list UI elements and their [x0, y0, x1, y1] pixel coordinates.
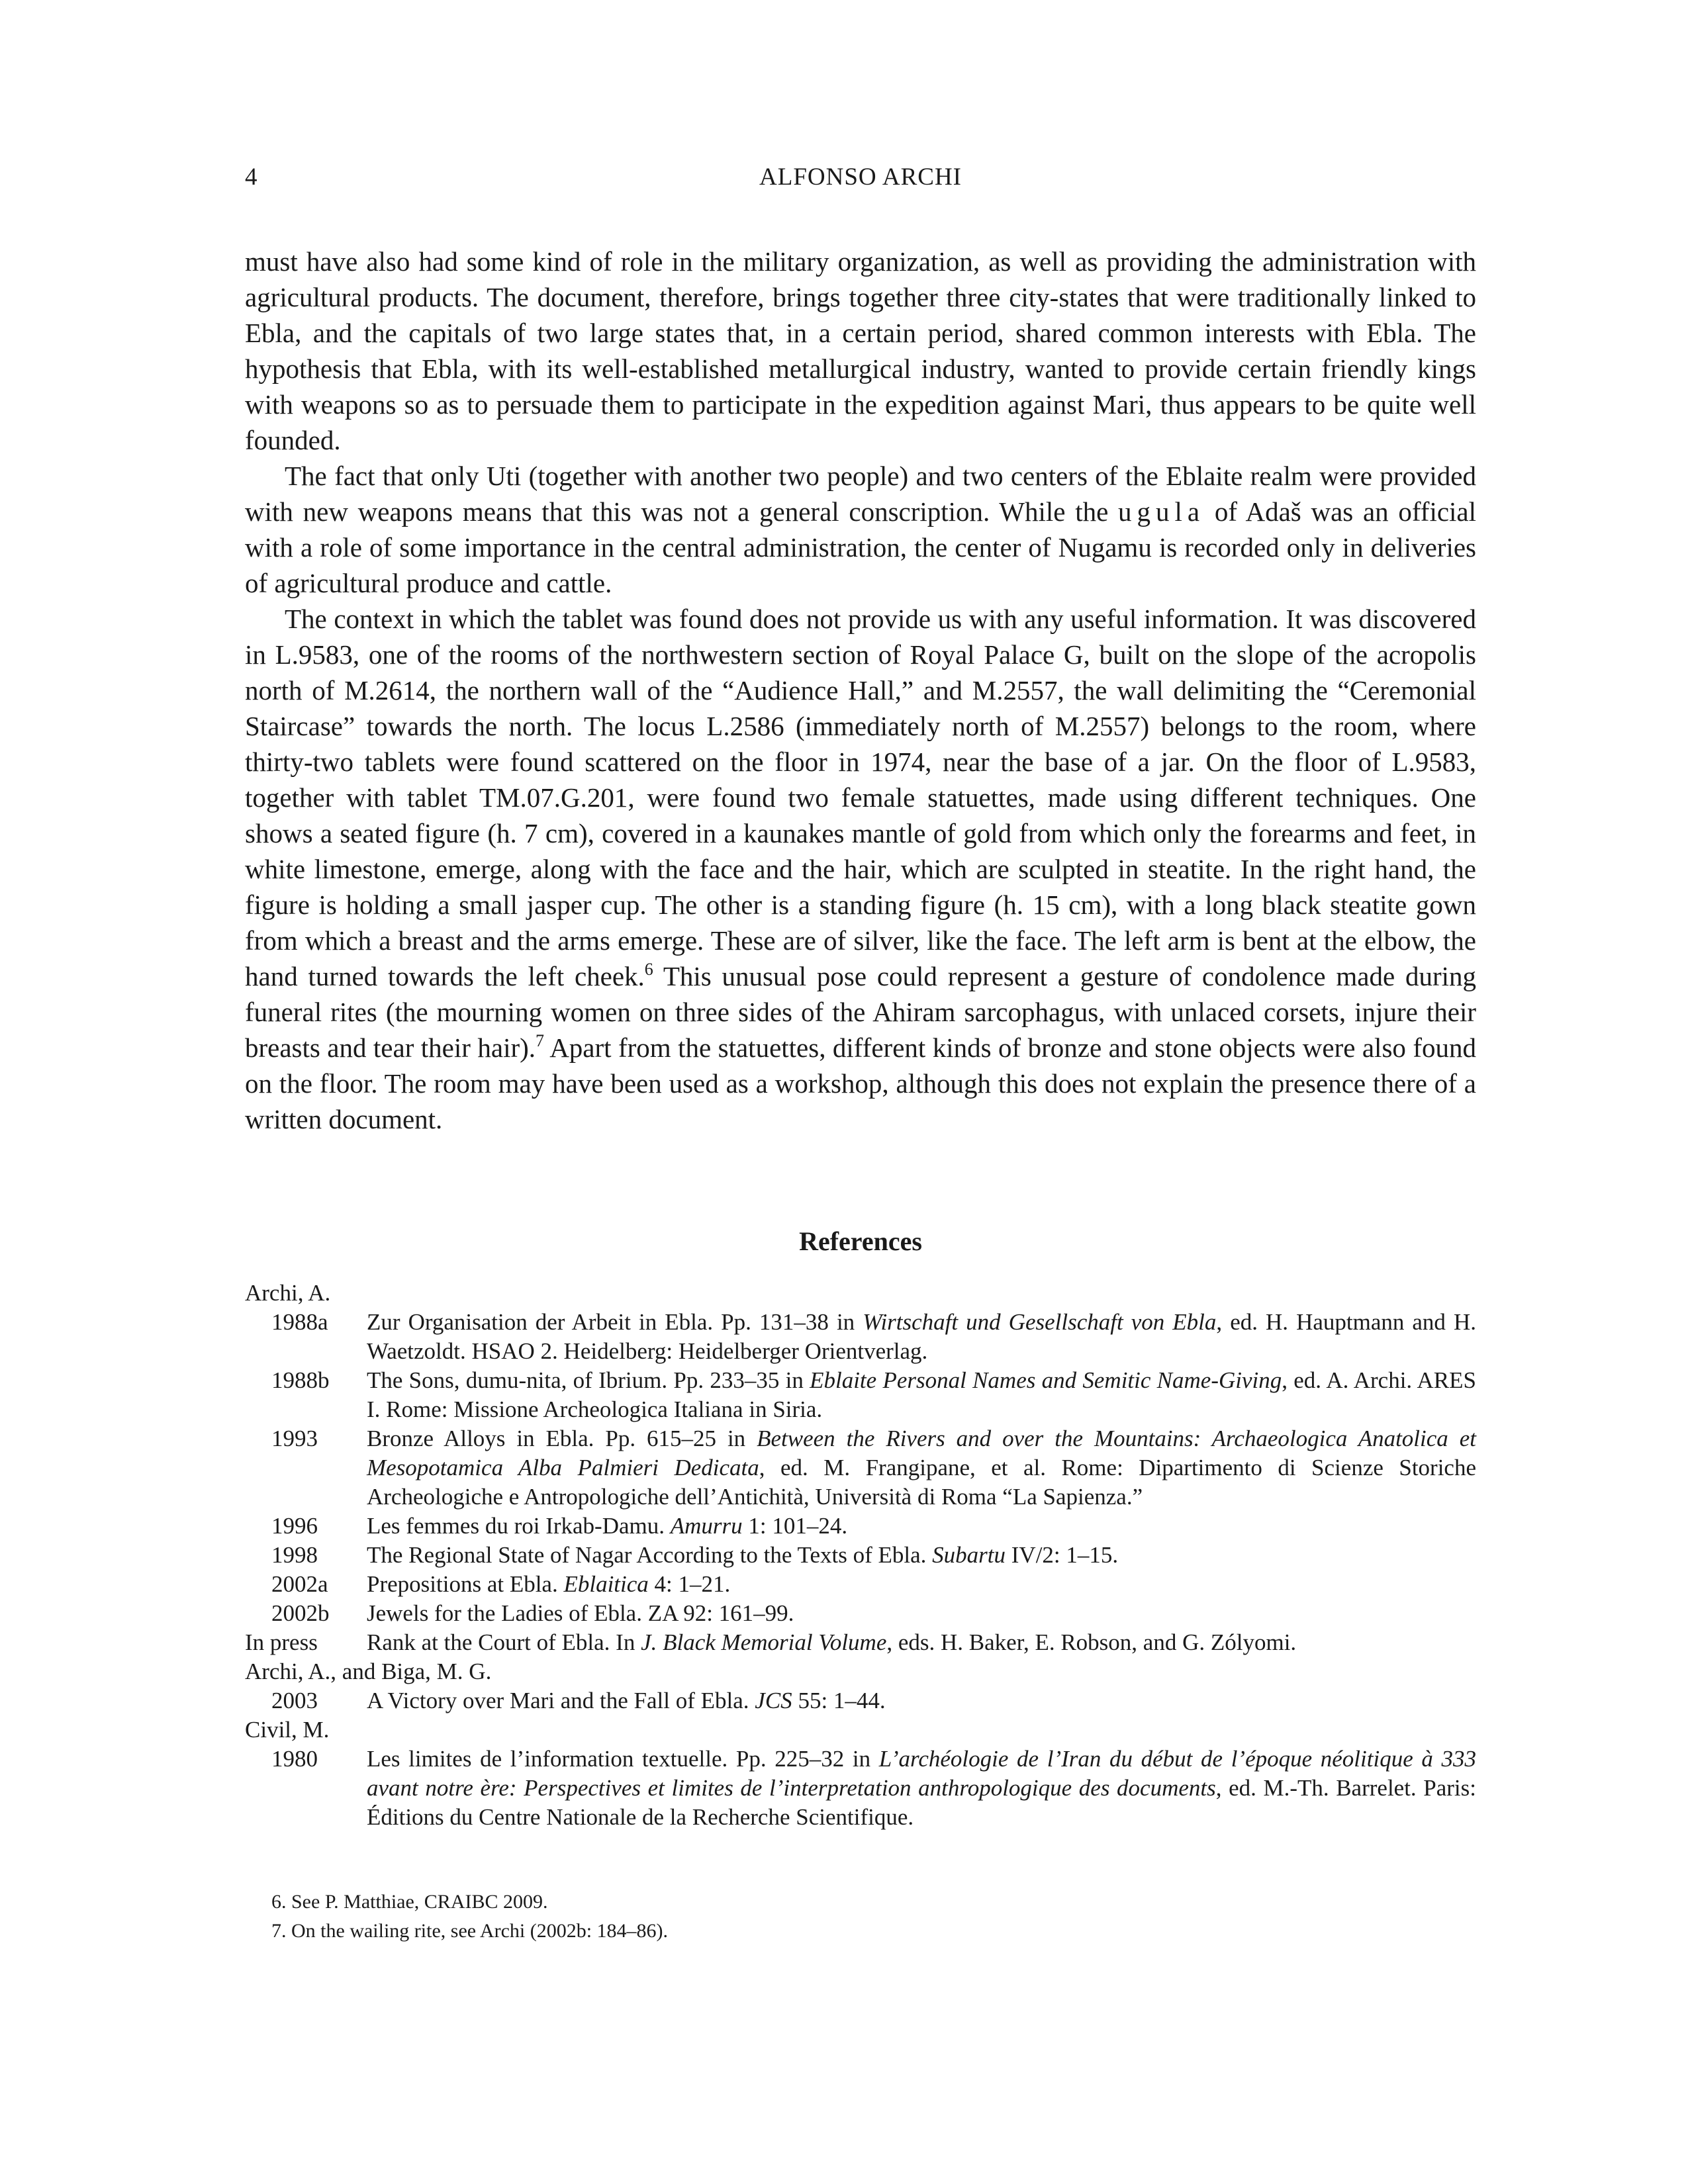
- ref-text: Les femmes du roi Irkab-Damu. Amurru 1: 101–24.: [367, 1513, 848, 1539]
- ref-year: 1996: [271, 1513, 318, 1539]
- ref-year: In press: [245, 1629, 318, 1655]
- ref-year: 1988a: [271, 1309, 328, 1335]
- ref-text: Jewels for the Ladies of Ebla. ZA 92: 161–99.: [367, 1600, 794, 1626]
- footnotes: [271, 1888, 1476, 1946]
- references-list: [245, 1279, 1476, 1832]
- ref-text: Bronze Alloys in Ebla. Pp. 615–25 in Between the Rivers and over the Mountains: Archaeologica Anatolica et Mesopotamica Alba Palmieri Dedicata, ed. M. Frangipane, et al. Rome: Dipartimento di Scienze Storiche Archeologiche e Antropologiche dell’Antichità, Università di Roma “La Sapienza.”: [367, 1426, 1476, 1510]
- paragraph-1-text: must have also had some kind of role in the military organization, as well as providing the administration with agricultural products. The document, therefore, brings together three city-states that were traditionally linked to Ebla, and the capitals of two large states that, in a certain period, shared common interests with Ebla. The hypothesis that Ebla, with its well-established metallurgical industry, wanted to provide certain friendly kings with weapons so as to persuade them to participate in the expedition against Mari, thus appears to be quite well founded.: [245, 246, 1476, 455]
- ref-year: 1980: [271, 1746, 318, 1772]
- ref-text: A Victory over Mari and the Fall of Ebla. JCS 55: 1–44.: [367, 1688, 886, 1713]
- ref-entry: [245, 1599, 1476, 1628]
- ref-text: Prepositions at Ebla. Eblaitica 4: 1–21.: [367, 1571, 731, 1597]
- page-number: 4: [245, 163, 258, 191]
- footnote-ref-7[interactable]: 7: [536, 1031, 545, 1050]
- ref-year: 1993: [271, 1426, 318, 1451]
- paragraph-3-text-b: This unusual pose could represent a gesture of condolence made during funeral rites (the mourning women on three sides of the Ahiram sarcophagus, with unlaced corsets, injure their breasts and tear their hair).: [245, 961, 1476, 1063]
- paragraph-2-text-a: The fact that only Uti (together with another two people) and two centers of the Eblaite realm were provided with new weapons means that this was not a general conscription. While the: [245, 461, 1476, 527]
- ref-year: 2003: [271, 1688, 318, 1713]
- ref-entry: [245, 1570, 1476, 1599]
- paragraph-3: [245, 601, 1476, 1137]
- paragraph-3-text-c: Apart from the statuettes, different kinds of bronze and stone objects were also found on the floor. The room may have been used as a workshop, although this does not explain the presence there of a written document.: [245, 1032, 1476, 1134]
- body-text: [245, 244, 1476, 1137]
- ref-text: Les limites de l’information textuelle. Pp. 225–32 in L’archéologie de l’Iran du début de l’époque néolitique à 333 avant notre ère: Perspectives et limites de l’interpretation anthropologique des documents, ed. M.-Th. Barrelet. Paris: Éditions du Centre Nationale de la Recherche Scientifique.: [367, 1746, 1477, 1830]
- ref-author: Archi, A., and Biga, M. G.: [245, 1659, 492, 1684]
- paragraph-2-text-b: of Adaš was an official with a role of some importance in the central administration, the center of Nugamu is recorded only in deliveries of agricultural produce and cattle.: [245, 496, 1477, 598]
- ref-entry: [245, 1424, 1476, 1512]
- ref-entry: [245, 1628, 1476, 1657]
- paragraph-3-text-a: The context in which the tablet was found does not provide us with any useful information. It was discovered in L.9583, one of the rooms of the northwestern section of Royal Palace G, built on the slope of the acropolis north of M.2614, the northern wall of the “Audience Hall,” and M.2557, the wall delimiting the “Ceremonial Staircase” towards the north. The locus L.2586 (immediately north of M.2557) belongs to the room, where thirty-two tablets were found scattered on the floor in 1974, near the base of a jar. On the floor of L.9583, together with tablet TM.07.G.201, were found two female statuettes, made using different techniques. One shows a seated figure (h. 7 cm), covered in a kaunakes mantle of gold from which only the forearms and feet, in white limestone, emerge, along with the face and the hair, which are sculpted in steatite. In the right hand, the figure is holding a small jasper cup. The other is a standing figure (h. 15 cm), with a long black steatite gown from which a breast and the arms emerge. These are of silver, like the face. The left arm is bent at the elbow, the hand turned towards the left cheek.: [245, 604, 1476, 991]
- ref-year: 2002a: [271, 1571, 328, 1597]
- ref-year: 2002b: [271, 1600, 330, 1626]
- ref-author: Archi, A.: [245, 1280, 331, 1306]
- ugula-term: ugula: [1118, 496, 1205, 527]
- footnote-7: 7. On the wailing rite, see Archi (2002b: 184–86).: [271, 1920, 669, 1942]
- ref-entry: [245, 1366, 1476, 1424]
- running-head: [245, 158, 1476, 197]
- ref-entry: [245, 1686, 1476, 1715]
- ref-entry: [245, 1541, 1476, 1570]
- ref-author: Civil, M.: [245, 1717, 330, 1743]
- ref-text: Rank at the Court of Ebla. In J. Black Memorial Volume, eds. H. Baker, E. Robson, and G. Zólyomi.: [367, 1629, 1297, 1655]
- ref-entry: [245, 1745, 1476, 1832]
- ref-year: 1988b: [271, 1367, 330, 1393]
- ref-entry: [245, 1512, 1476, 1541]
- running-title: ALFONSO ARCHI: [759, 163, 962, 191]
- footnote-6: 6. See P. Matthiae, CRAIBC 2009.: [271, 1891, 548, 1913]
- references-heading: References: [799, 1226, 922, 1256]
- footnote-ref-6[interactable]: 6: [644, 960, 653, 979]
- ref-text: The Regional State of Nagar According to the Texts of Ebla. Subartu IV/2: 1–15.: [367, 1542, 1119, 1568]
- paragraph-1: [245, 244, 1476, 458]
- ref-text: The Sons, dumu-nita, of Ibrium. Pp. 233–35 in Eblaite Personal Names and Semitic Name-Giving, ed. A. Archi. ARES I. Rome: Missione Archeologica Italiana in Siria.: [367, 1367, 1476, 1422]
- ref-entry: [245, 1308, 1476, 1366]
- ref-text: Zur Organisation der Arbeit in Ebla. Pp. 131–38 in Wirtschaft und Gesellschaft von Ebla, ed. H. Hauptmann and H. Waetzoldt. HSAO 2. Heidelberg: Heidelberger Orientverlag.: [367, 1309, 1476, 1364]
- paragraph-2: [245, 458, 1476, 601]
- ref-year: 1998: [271, 1542, 318, 1568]
